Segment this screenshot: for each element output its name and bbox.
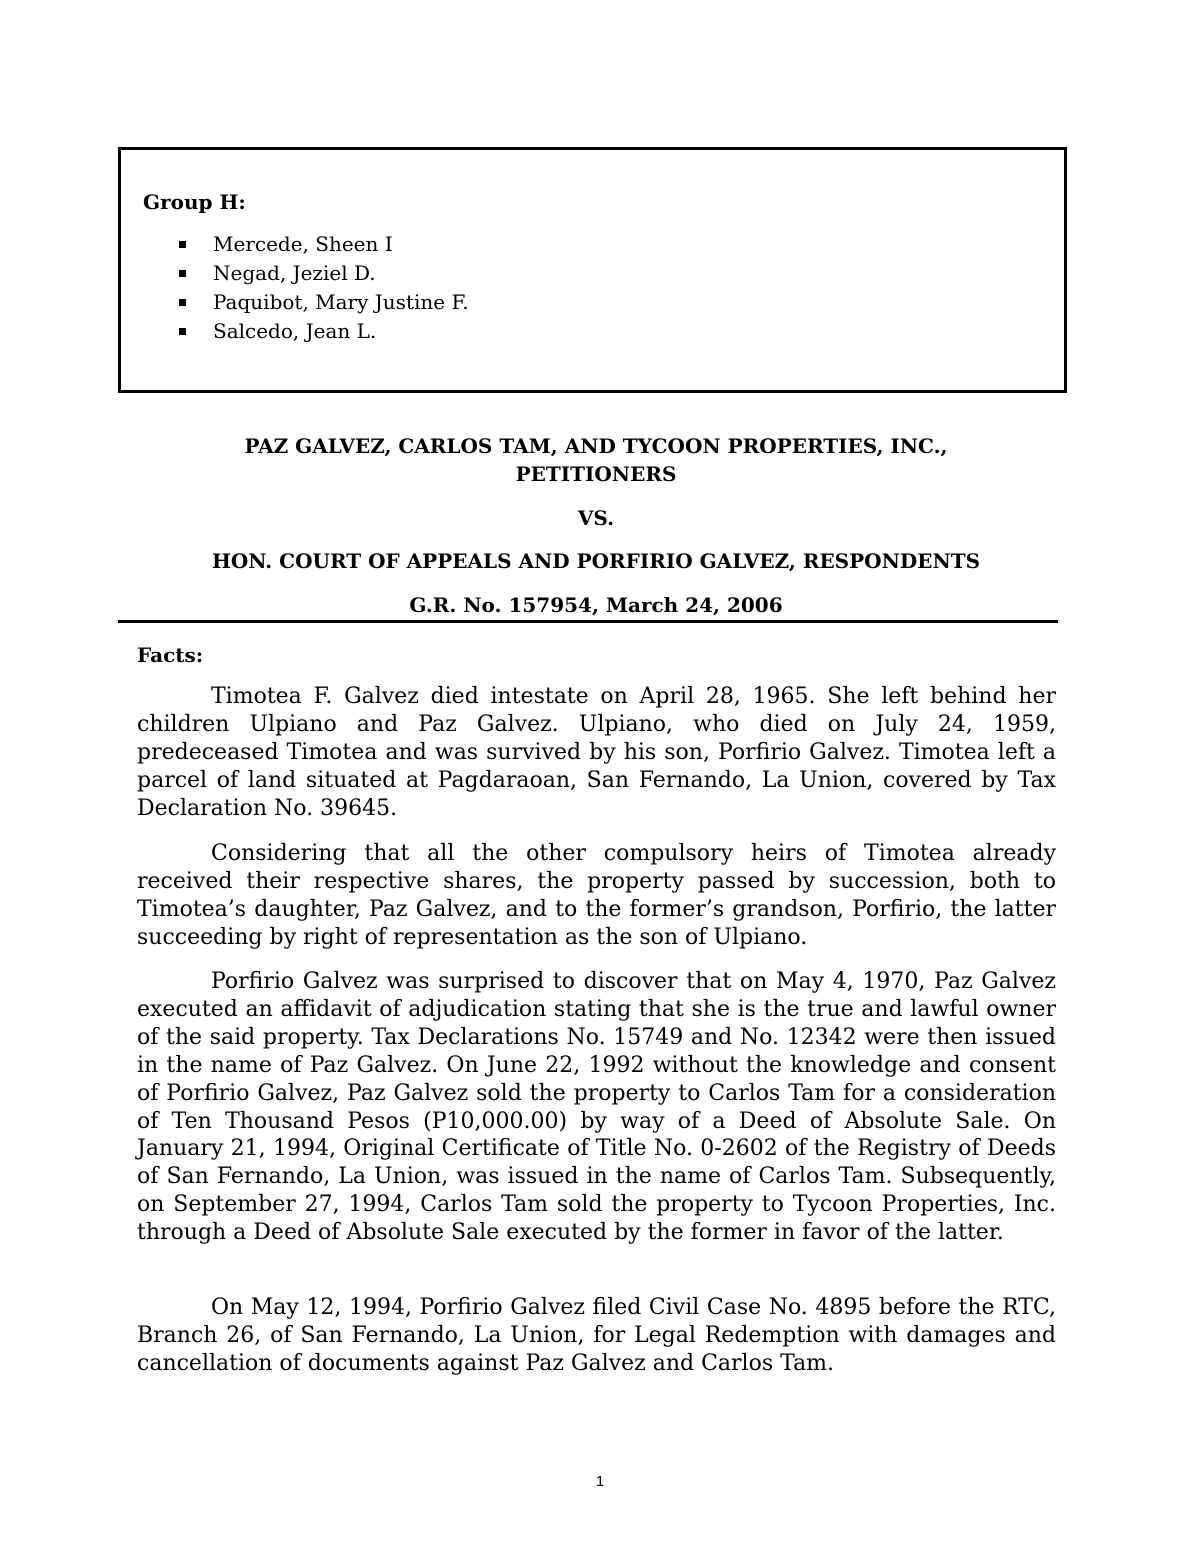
facts-heading: Facts: [137,643,204,667]
page-number: 1 [595,1473,605,1490]
member-name: Mercede, Sheen I [213,232,393,256]
member-name: Paquibot, Mary Justine F. [213,290,469,314]
member-list-item [143,288,469,317]
horizontal-divider [118,620,1058,623]
petitioners-line-2: PETITIONERS [515,462,677,486]
member-list-item [143,259,469,288]
member-list-item [143,230,469,259]
facts-paragraph: On May 12, 1994, Porfirio Galvez filed Civil Case No. 4895 before the RTC, Branch 26, of San Fernando, La Union, for Legal Redemption with damages and cancellation of documents against Paz Galvez and Carlos Tam. [137,1295,1056,1376]
square-bullet-icon [179,328,186,335]
square-bullet-icon [179,241,186,248]
facts-paragraph: Considering that all the other compulsory heirs of Timotea already received their respective shares, the property passed by succession, both to Timotea’s daughter, Paz Galvez, and to the former’s grandson, Porfirio, the latter succeeding by right of representation as the son of Ulpiano. [137,841,1056,950]
square-bullet-icon [179,270,186,277]
respondents-heading: HON. COURT OF APPEALS AND PORFIRIO GALVEZ, RESPONDENTS [211,549,981,573]
versus-label: VS. [577,506,615,530]
petitioners-line-1: PAZ GALVEZ, CARLOS TAM, AND TYCOON PROPERTIES, INC., [244,434,948,458]
facts-paragraph: Timotea F. Galvez died intestate on April 28, 1965. She left behind her children Ulpiano and Paz Galvez. Ulpiano, who died on July 24, 1959, predeceased Timotea and was survived by his son, Porfirio Galvez. Timotea left a parcel of land situated at Pagdaraoan, San Fernando, La Union, covered by Tax Declaration No. 39645. [137,684,1056,821]
member-list-item [143,317,469,346]
member-name: Negad, Jeziel D. [213,261,376,285]
group-members-box [118,147,1067,393]
square-bullet-icon [179,299,186,306]
member-name: Salcedo, Jean L. [213,319,377,343]
member-list [143,230,469,346]
case-citation: G.R. No. 157954, March 24, 2006 [409,593,783,617]
facts-paragraph: Porfirio Galvez was surprised to discover that on May 4, 1970, Paz Galvez executed an affidavit of adjudication stating that she is the true and lawful owner of the said property. Tax Declarations No. 15749 and No. 12342 were then issued in the name of Paz Galvez. On June 22, 1992 without the knowledge and consent of Porfirio Galvez, Paz Galvez sold the property to Carlos Tam for a consideration of Ten Thousand Pesos (P10,000.00) by way of a Deed of Absolute Sale. On January 21, 1994, Original Certificate of Title No. 0-2602 of the Registry of Deeds of San Fernando, La Union, was issued in the name of Carlos Tam. Subsequently, on September 27, 1994, Carlos Tam sold the property to Tycoon Properties, Inc. through a Deed of Absolute Sale executed by the former in favor of the latter. [137,969,1056,1246]
group-title: Group H: [143,190,246,214]
